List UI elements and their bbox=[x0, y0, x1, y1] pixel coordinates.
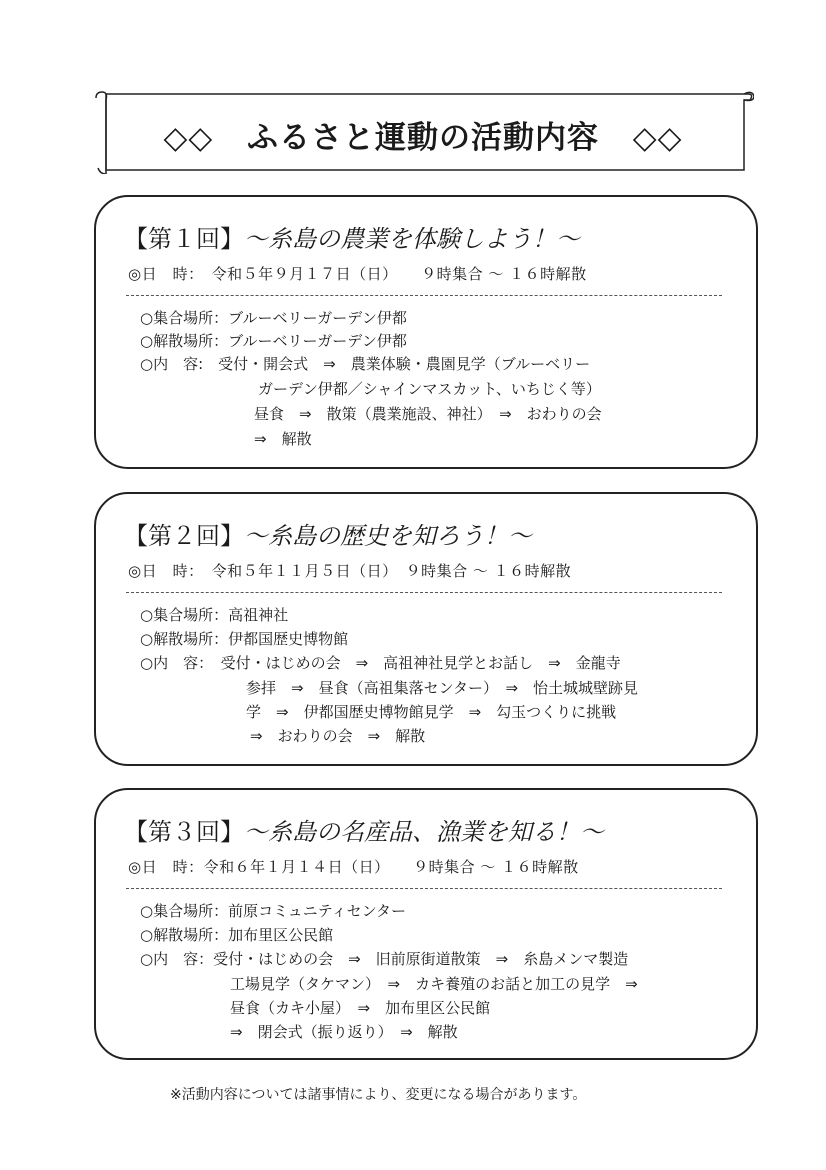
content-line: ガーデン伊都／シャインマスカット、いちじく等） bbox=[258, 380, 601, 398]
session-theme: ～糸島の農業を体験しよう！～ bbox=[244, 225, 580, 253]
gather-place: ○集合場所：ブルーベリーガーデン伊都 bbox=[140, 309, 407, 327]
session-date: ◎日 時： 令和５年１１月５日（日） ９時集合 ～ １６時解散 bbox=[128, 562, 572, 580]
content-line: 学 ⇒ 伊都国歴史博物館見学 ⇒ 勾玉つくりに挑戦 bbox=[246, 703, 617, 721]
dismiss-place: ○解散場所：加布里区公民館 bbox=[140, 926, 334, 944]
divider bbox=[126, 592, 722, 593]
content-line: ⇒ 閉会式（振り返り） ⇒ 解散 bbox=[230, 1023, 458, 1041]
session-theme: ～糸島の名産品、漁業を知る！～ bbox=[244, 818, 604, 846]
gather-place: ○集合場所：高祖神社 bbox=[140, 606, 289, 624]
content-line: ○内 容：受付・はじめの会 ⇒ 旧前原街道散策 ⇒ 糸島メンマ製造 bbox=[140, 950, 629, 968]
content-line: 工場見学（タケマン） ⇒ カキ養殖のお話と加工の見学 ⇒ bbox=[230, 975, 638, 993]
session-theme: ～糸島の歴史を知ろう！～ bbox=[244, 522, 532, 550]
title-banner bbox=[92, 90, 754, 174]
session-heading bbox=[124, 812, 604, 847]
content-line: 昼食（カキ小屋） ⇒ 加布里区公民館 bbox=[230, 999, 491, 1017]
content-line: ○内 容： 受付・はじめの会 ⇒ 高祖神社見学とお話し ⇒ 金龍寺 bbox=[140, 654, 621, 672]
session-date: ◎日 時：令和６年１月１４日（日） ９時集合 ～ １６時解散 bbox=[128, 858, 579, 876]
session-card-2 bbox=[94, 492, 758, 766]
content-line: 昼食 ⇒ 散策（農業施設、神社） ⇒ おわりの会 bbox=[254, 405, 602, 423]
dismiss-place: ○解散場所：伊都国歴史博物館 bbox=[140, 630, 349, 648]
session-card-3 bbox=[94, 788, 758, 1060]
session-heading bbox=[124, 516, 532, 551]
session-number: 【第２回】 bbox=[124, 522, 244, 550]
session-card-1 bbox=[94, 195, 758, 469]
divider bbox=[126, 295, 722, 296]
content-line: 参拝 ⇒ 昼食（高祖集落センター） ⇒ 怡土城城壁跡見 bbox=[246, 679, 639, 697]
session-date: ◎日 時： 令和５年９月１７日（日） ９時集合 ～ １６時解散 bbox=[128, 265, 587, 283]
divider bbox=[126, 888, 722, 889]
content-line: ⇒ 解散 bbox=[254, 430, 312, 448]
page-title bbox=[106, 112, 740, 157]
title-text: ふるさと運動の活動内容 bbox=[247, 120, 599, 156]
footnote: ※活動内容については諸事情により、変更になる場合があります。 bbox=[170, 1087, 587, 1103]
content-line: ⇒ おわりの会 ⇒ 解散 bbox=[250, 727, 426, 745]
session-number: 【第３回】 bbox=[124, 818, 244, 846]
title-right-diamonds: ◇◇ bbox=[632, 120, 683, 156]
content-line: ○内 容: 受付・開会式 ⇒ 農業体験・農園見学（ブルーベリー bbox=[140, 355, 591, 373]
dismiss-place: ○解散場所：ブルーベリーガーデン伊都 bbox=[140, 332, 407, 350]
session-heading bbox=[124, 219, 580, 254]
gather-place: ○集合場所：前原コミュニティセンター bbox=[140, 902, 406, 920]
title-left-diamonds: ◇◇ bbox=[163, 120, 214, 156]
session-number: 【第１回】 bbox=[124, 225, 244, 253]
